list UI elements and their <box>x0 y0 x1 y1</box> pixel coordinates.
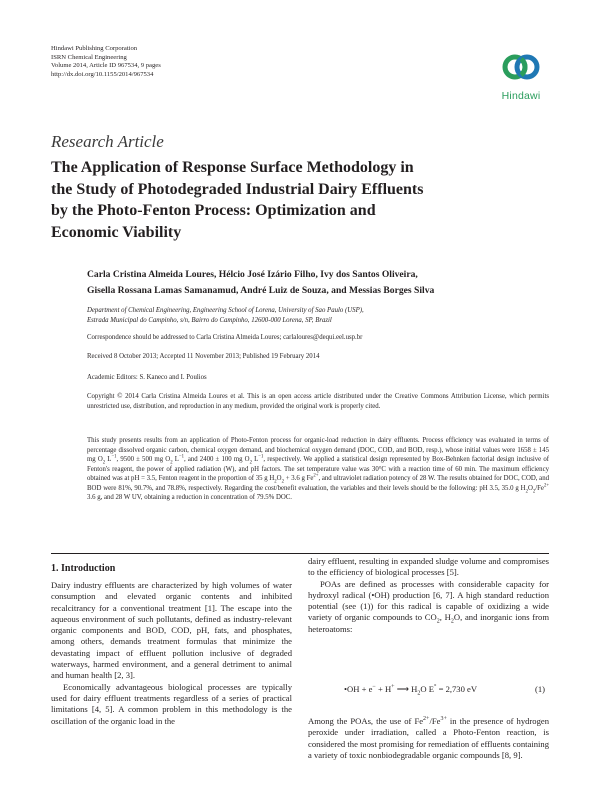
abstract-text: 3.6 g, and 28 W UV, obtaining a reduction in concentration of 79.5% DOC. <box>87 494 293 501</box>
correspondence-text: Correspondence should be addressed to Carla Cristina Almeida Loures; carlaloures@dequi.eel.usp.br <box>87 334 363 341</box>
publisher-info <box>51 45 161 80</box>
body-paragraph: Economically advantageous biological processes are typically used for dairy effluent treatments regardless of a series of practical limitations [4, 5]. A common problem in this methodology is the oscillation of the organic load in the <box>51 681 292 726</box>
article-type: Research Article <box>51 132 164 151</box>
affiliation-line: Estrada Municipal do Campinho, s/n, Bairro do Campinho, 12600-000 Lorena, SP, Brazil <box>87 316 332 324</box>
eq-text: + H <box>375 684 392 694</box>
body-text: O, and inorganic ions from heteroatoms: <box>308 612 550 634</box>
abstract-text: , and ultraviolet radiation potency of 28 W. The results obtained for DOC, COD, and BOD were 81%, 90.7%, and 78.8%, respectively. Regarding the cost/benefit evaluation, the variables and their levels should be the following: pH 3.5, 35.0 g H <box>87 475 549 492</box>
section-divider <box>51 553 549 554</box>
journal-name: ISRN Chemical Engineering <box>51 53 127 61</box>
subscript: 2 <box>102 460 106 466</box>
abstract-text: O <box>527 484 533 492</box>
editors-text: Academic Editors: S. Kaneco and I. Poulios <box>87 374 207 381</box>
doi-link[interactable]: http://dx.doi.org/10.1155/2014/967534 <box>51 71 154 79</box>
body-paragraph <box>308 716 549 761</box>
title-line: the Study of Photodegraded Industrial Dairy Effluents <box>51 180 424 198</box>
eq-text: O E <box>420 684 435 694</box>
body-text: Among the POAs, the use of Fe <box>308 716 424 726</box>
abstract-text: , and 2400 ± 100 mg O <box>183 456 250 463</box>
abstract-text: , respectively. We applied a statistical design represented by Box-Behnken factorial design inclusive of Fenton's reagent, the power of applied radiation (W), and pH factors. The set temperature value was 30°C with a reaction time of 60 min. The maximum efficiency obtained was at pH = 3.5, Fenton reagent in the proportion of 35 g H <box>87 456 549 482</box>
superscript: −1 <box>178 454 184 460</box>
subscript: 2 <box>274 479 277 485</box>
abstract-text: O <box>276 475 282 482</box>
subscript: 2 <box>532 488 536 494</box>
subscript: 2 <box>450 619 454 626</box>
volume-info: Volume 2014, Article ID 967534, 9 pages <box>51 62 161 70</box>
abstract-text: L <box>251 456 259 463</box>
body-column-right <box>308 556 549 635</box>
eq-text: •OH + e <box>344 684 373 694</box>
superscript: −1 <box>111 454 117 460</box>
hindawi-logo-text: Hindawi <box>501 90 541 102</box>
copyright-notice: Copyright © 2014 Carla Cristina Almeida Loures et al. This is an open access article distributed under the Creative Commons Attribution License, which permits unrestricted use, distribution, and reproduction in any medium, provided the original work is properly cited. <box>87 393 549 410</box>
superscript: + <box>391 684 395 691</box>
body-paragraph <box>308 579 549 635</box>
superscript: 2+ <box>313 473 319 479</box>
eq-text: ⟶ H <box>394 684 418 694</box>
publisher-name: Hindawi Publishing Corporation <box>51 45 138 52</box>
hindawi-logo <box>496 45 546 105</box>
abstract-text: L <box>172 456 179 463</box>
article-title <box>51 157 521 243</box>
dates <box>87 352 320 362</box>
hindawi-logo-icon <box>496 45 546 89</box>
superscript: − <box>372 684 376 691</box>
equation-number: (1) <box>534 684 545 694</box>
title-line: Economic Viability <box>51 223 182 241</box>
body-paragraph: dairy effluent, resulting in expanded sludge volume and compromises to the efficiency of biological processes [5]. <box>308 556 549 578</box>
body-column-left <box>51 580 292 727</box>
abstract-text: This study presents results from an application of Photo-Fenton process for organic-load reduction in dairy effluents. Process efficiency was evaluated in terms of percentage dissolved organic carbon, chemical oxygen demand, and biochemical oxygen demand (DOC, COD, and BOD, resp.), whose initial values were 1658 ± 145 mg O <box>87 437 549 463</box>
section-heading: 1. Introduction <box>51 563 116 574</box>
eq-text: = 2,730 eV <box>436 684 478 694</box>
subscript: 2 <box>525 488 528 494</box>
superscript: 2+ <box>543 483 549 489</box>
abstract-text: /Fe <box>535 484 544 492</box>
body-text: in the presence of hydrogen peroxide under irradiation, called a Photo-Fenton reaction, is considered the most promising for remediation of effluents containing a variety of toxic nonbiodegradable organic compounds [8, 9]. <box>308 716 550 760</box>
subscript: 2 <box>436 619 440 626</box>
body-paragraph: Dairy industry effluents are characterized by high volumes of water consumption and elevated organic contents and inhibited recalcitrancy for a conventional treatment [1]. The escape into the aqueous environment of such pollutants, defined as industry-relevant organic components and BOD, COD, pH, fats, and phosphates, among others, demands treatment formulas that minimize the devastating impact of effluent pollution inclusive of degraded waterways, harmed environment, and a general detriment to animal and human health [2, 3]. <box>51 580 292 681</box>
title-line: The Application of Response Surface Methodology in <box>51 159 414 176</box>
title-line: by the Photo-Fenton Process: Optimization and <box>51 202 376 219</box>
subscript: 2 <box>170 460 173 466</box>
correspondence <box>87 333 362 343</box>
body-text: POAs are defined as processes with considerable capacity for hydroxyl radical (•OH) production [6, 7]. A high standard reduction potential (see (1)) for this radical is capable of oxidizing a wide variety of organic compounds to CO <box>308 578 549 623</box>
affiliation-line: Department of Chemical Engineering, Engineering School of Lorena, University of Sao Paulo (USP), <box>87 307 364 314</box>
abstract-text: L <box>105 456 112 463</box>
author-line: Carla Cristina Almeida Loures, Hélcio José Izário Filho, Ivy dos Santos Oliveira, <box>87 269 418 280</box>
abstract <box>87 436 549 503</box>
affiliation <box>87 306 364 325</box>
dates-text: Received 8 October 2013; Accepted 11 November 2013; Published 19 February 2014 <box>87 353 320 360</box>
body-text: , H <box>439 612 451 623</box>
abstract-text: + 3.6 g Fe <box>283 475 314 482</box>
subscript: 2 <box>249 460 252 466</box>
author-line: Gisella Rossana Lamas Samanamud, André Luiz de Souza, and Messias Borges Silva <box>87 285 435 296</box>
superscript: 2+ <box>423 716 430 723</box>
academic-editors <box>87 373 207 383</box>
subscript: 2 <box>281 479 284 485</box>
body-text: /Fe <box>429 716 441 726</box>
superscript: ° <box>434 684 437 691</box>
superscript: 3+ <box>440 716 447 723</box>
abstract-text: , 9500 ± 500 mg O <box>116 456 171 463</box>
equation-1 <box>308 684 549 698</box>
subscript: 2 <box>417 690 421 697</box>
author-list <box>87 267 547 299</box>
superscript: −1 <box>258 454 264 460</box>
equation-body <box>344 684 477 695</box>
body-column-right-continued <box>308 716 549 761</box>
